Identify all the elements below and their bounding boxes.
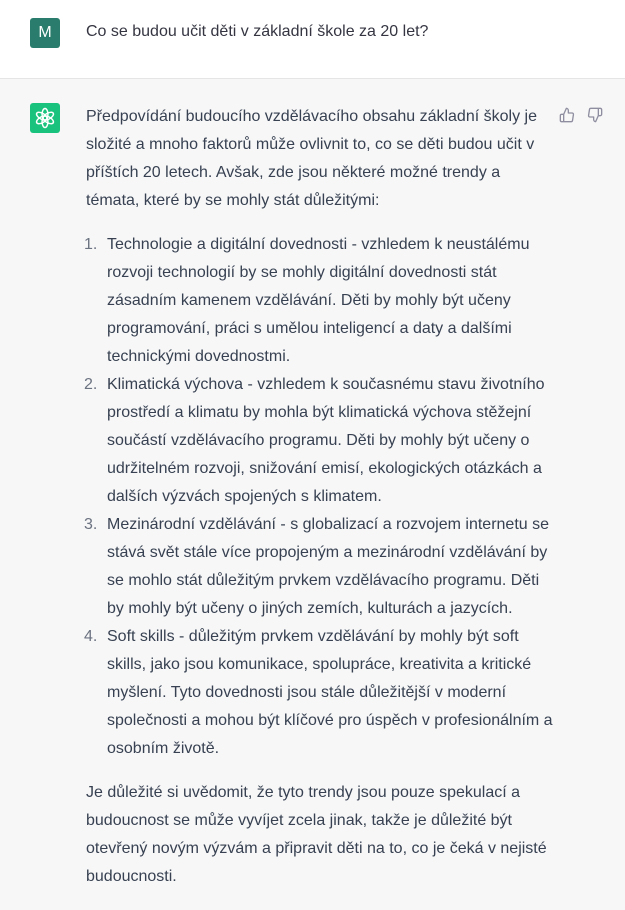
user-avatar: M (30, 18, 60, 48)
list-item-number: 3. (84, 516, 98, 533)
list-item-text: Klimatická výchova - vzhledem k současnému stavu životního prostředí a klimatu by mohla být klimatická výchova stěžejní součástí vzdělávacího programu. Děti by mohly být učeny o udržitelném rozvoji, snižování emisí, ekologických otázkách a dalších výzvách spojených s klimatem. (107, 376, 545, 505)
assistant-intro-paragraph: Předpovídání budoucího vzdělávacího obsahu základní školy je složité a mnoho faktorů může ovlivnit to, co se děti budou učit v příštích 20 letech. Avšak, zde jsou některé možné trendy a témata, které by se mohly stát důležitými: (86, 108, 537, 209)
openai-logo-icon (30, 103, 60, 133)
user-message-row (0, 0, 625, 79)
assistant-message-body (86, 103, 556, 891)
assistant-conclusion-paragraph: Je důležité si uvědomit, že tyto trendy jsou pouze spekulací a budoucnost se může vyvíjet zcela jinak, takže je důležité být otevřený novým výzvám a připravit děti na to, co je čeká v nejisté budoucnosti. (86, 784, 547, 885)
list-item-text: Mezinárodní vzdělávání - s globalizací a rozvojem internetu se stává svět stále více propojeným a mezinárodní vzdělávání by se mohlo stát důležitým prvkem vzdělávacího programu. Děti by mohly být učeny o jiných zemích, kulturách a jazycích. (107, 516, 549, 617)
list-item (86, 371, 556, 511)
list-item (86, 623, 556, 763)
assistant-message-row (0, 79, 625, 910)
trends-list (86, 231, 556, 763)
thumbs-up-icon[interactable] (559, 107, 575, 123)
list-item (86, 231, 556, 371)
list-item-text: Soft skills - důležitým prvkem vzdělávání by mohly být soft skills, jako jsou komunikace, spolupráce, kreativita a kritické myšlení. Tyto dovednosti jsou stále důležitější v moderní společnosti a mohou být klíčové pro úspěch v profesionálním a osobním životě. (107, 628, 553, 757)
list-item-number: 4. (84, 628, 98, 645)
feedback-buttons (559, 107, 603, 123)
list-item-text: Technologie a digitální dovednosti - vzhledem k neustálému rozvoji technologií by se mohly digitální dovednosti stát zásadním kamenem vzdělávání. Děti by mohly být učeny programování, práci s umělou inteligencí a daty a dalšími technickými dovednostmi. (107, 236, 530, 365)
list-item (86, 511, 556, 623)
list-item-number: 2. (84, 376, 98, 393)
user-message-text: Co se budou učit děti v základní škole za 20 let? (86, 23, 429, 40)
thumbs-down-icon[interactable] (587, 107, 603, 123)
list-item-number: 1. (84, 236, 98, 253)
